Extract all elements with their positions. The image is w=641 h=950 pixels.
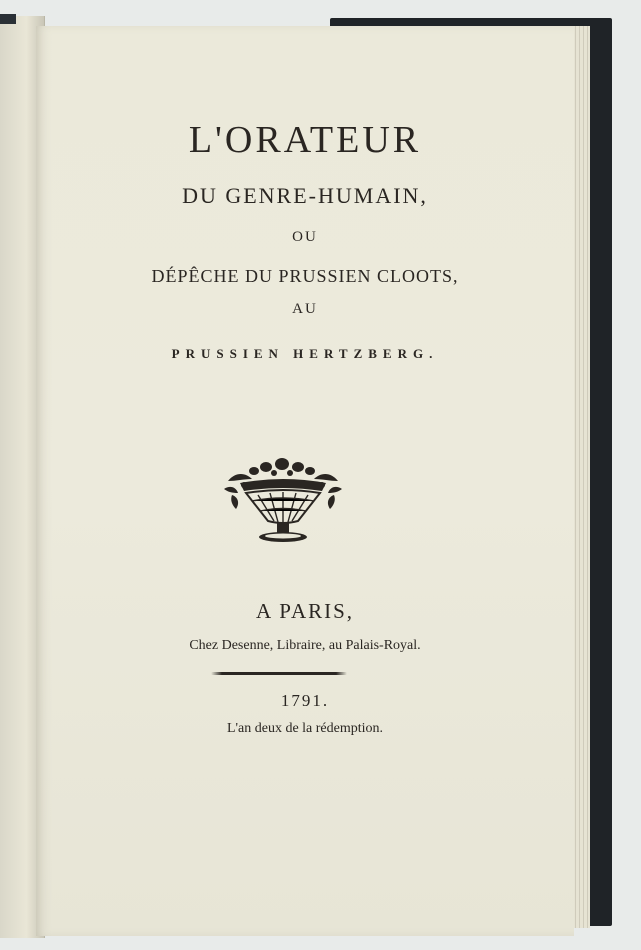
flower-basket-icon (218, 455, 348, 554)
divider-rule (211, 672, 347, 675)
book-subtitle: DU GENRE-HUMAIN, (182, 183, 428, 208)
recipient-line: PRUSSIEN HERTZBERG. (171, 346, 439, 361)
binding-corner (0, 14, 16, 24)
book-title: L'ORATEUR (188, 119, 422, 161)
publication-year: 1791. (280, 691, 330, 710)
place-of-publication: A PARIS, (255, 599, 355, 623)
publisher-line: Chez Desenne, Libraire, au Palais-Royal. (189, 638, 421, 653)
era-note: L'an deux de la rédemption. (226, 721, 384, 736)
preposition-text: AU (292, 301, 318, 317)
dispatch-line: DÉPÊCHE DU PRUSSIEN CLOOTS, (151, 266, 459, 286)
conjunction-text: OU (292, 229, 318, 245)
